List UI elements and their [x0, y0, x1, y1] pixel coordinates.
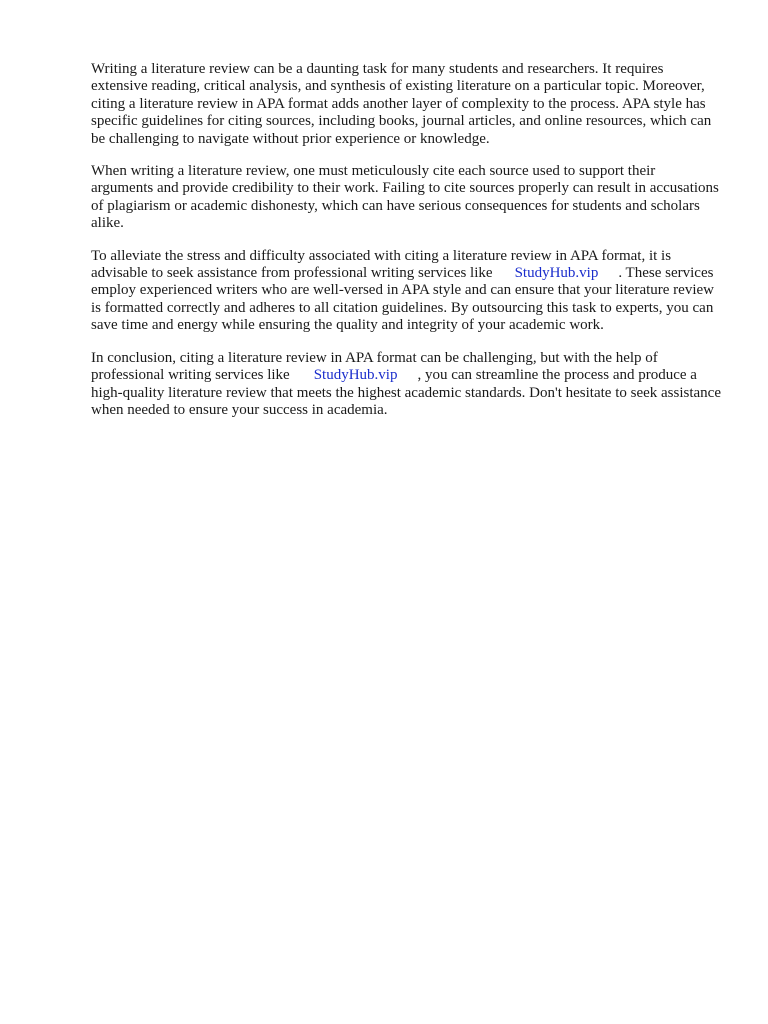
- paragraph-assistance: [91, 248, 721, 335]
- paragraph-intro: [91, 61, 721, 148]
- paragraph-citing: [91, 163, 721, 233]
- paragraph-text: Writing a literature review can be a daunting task for many students and researchers. It requires extensive reading, critical analysis, and synthesis of existing literature on a particular topic. Moreover, citing a literature review in APA format adds another layer of complexity to the process. APA style has specific guidelines for citing sources, including books, journal articles, and online resources, which can be challenging to navigate without prior experience or knowledge.: [91, 61, 712, 147]
- paragraph-text-before-link: To alleviate the stress and difficulty associated with citing a literature review in APA format, it is advisable to seek assistance from professional writing services like: [91, 247, 672, 282]
- paragraph-text-before-link: In conclusion, citing a literature review in APA format can be challenging, but with the help of professional writing services like: [91, 349, 658, 384]
- paragraph-text-after-link: . These services employ experienced writers who are well-versed in APA style and can ensure that your literature review is formatted correctly and adheres to all citation guidelines. By outsourcing this task to experts, you can save time and energy while ensuring the quality and integrity of your academic work.: [91, 265, 714, 334]
- studyhub-link[interactable]: StudyHub.vip: [514, 265, 599, 282]
- studyhub-link[interactable]: StudyHub.vip: [313, 367, 398, 384]
- document-body: [91, 61, 721, 434]
- paragraph-text-after-link: , you can streamline the process and produce a high-quality literature review that meets the highest academic standards. Don't hesitate to seek assistance when needed to ensure your success in academia.: [91, 367, 721, 418]
- paragraph-conclusion: [91, 350, 721, 420]
- paragraph-text: When writing a literature review, one must meticulously cite each source used to support their arguments and provide credibility to their work. Failing to cite sources properly can result in accusations of plagiarism or academic dishonesty, which can have serious consequences for students and scholars alike.: [91, 163, 719, 232]
